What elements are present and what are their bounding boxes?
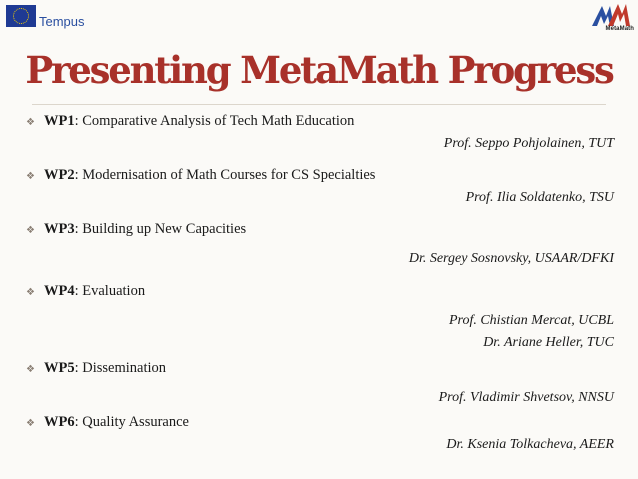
wp-id: WP6 bbox=[44, 414, 75, 430]
wp-item-1 bbox=[26, 113, 614, 152]
wp-title: : Evaluation bbox=[74, 283, 146, 299]
metamath-label: MetaMath bbox=[605, 26, 634, 32]
eu-flag-icon bbox=[6, 5, 36, 27]
wp-item-4 bbox=[26, 283, 614, 351]
wp-item-2 bbox=[26, 167, 614, 206]
diamond-bullet-icon: ❖ bbox=[26, 287, 35, 298]
wp-id: WP2 bbox=[44, 167, 75, 183]
diamond-bullet-icon: ❖ bbox=[26, 117, 35, 128]
diamond-bullet-icon: ❖ bbox=[26, 171, 35, 182]
page-title: Presenting MetaMath Progress bbox=[25, 48, 613, 92]
title-divider bbox=[32, 104, 606, 105]
diamond-bullet-icon: ❖ bbox=[26, 418, 35, 429]
wp-lead: Prof. Seppo Pohjolainen, TUT bbox=[443, 136, 614, 151]
wp-title: : Building up New Capacities bbox=[74, 221, 247, 237]
wp-id: WP5 bbox=[44, 360, 75, 376]
diamond-bullet-icon: ❖ bbox=[26, 225, 35, 236]
wp-lead: Prof. Chistian Mercat, UCBL bbox=[448, 313, 614, 328]
wp-lead: Dr. Ksenia Tolkacheva, AEER bbox=[446, 437, 614, 452]
wp-item-3 bbox=[26, 221, 614, 267]
wp-lead: Dr. Ariane Heller, TUC bbox=[483, 335, 614, 350]
wp-lead: Dr. Sergey Sosnovsky, USAAR/DFKI bbox=[408, 251, 614, 266]
wp-title: : Dissemination bbox=[74, 360, 167, 376]
diamond-bullet-icon: ❖ bbox=[26, 364, 35, 375]
wp-item-6 bbox=[26, 414, 614, 453]
tempus-logo bbox=[6, 5, 85, 27]
wp-item-5 bbox=[26, 360, 614, 406]
wp-lead: Prof. Vladimir Shvetsov, NNSU bbox=[438, 390, 614, 405]
wp-title: : Modernisation of Math Courses for CS Specialties bbox=[74, 167, 376, 183]
wp-id: WP3 bbox=[44, 221, 75, 237]
wp-lead: Prof. Ilia Soldatenko, TSU bbox=[465, 190, 614, 205]
wp-title: : Comparative Analysis of Tech Math Education bbox=[74, 113, 355, 129]
tempus-label: Tempus bbox=[39, 14, 85, 29]
wp-id: WP1 bbox=[44, 113, 75, 129]
wp-title: : Quality Assurance bbox=[74, 414, 189, 430]
wp-id: WP4 bbox=[44, 283, 75, 299]
